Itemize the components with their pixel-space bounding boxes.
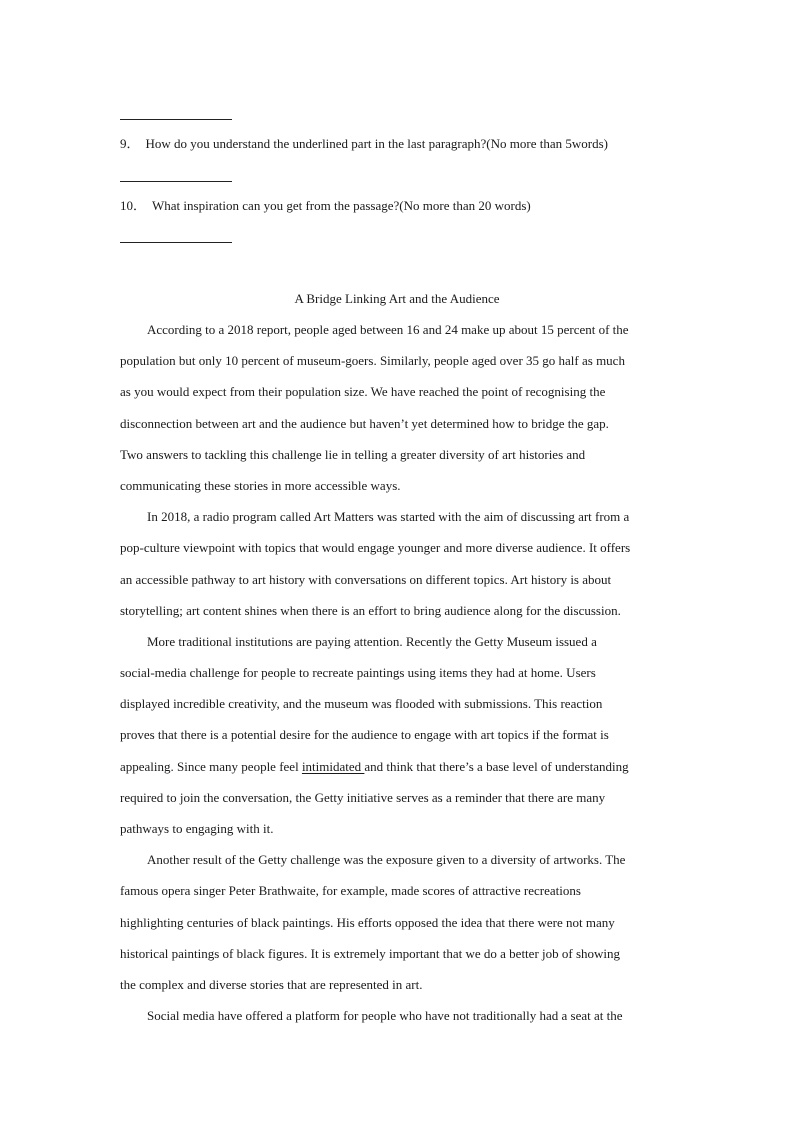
text-line: Two answers to tackling this challenge lie in telling a greater diversity of art histories and bbox=[120, 446, 586, 462]
text-line: as you would expect from their population size. We have reached the point of recognising the bbox=[120, 384, 606, 400]
text-line-with-underline bbox=[120, 751, 680, 782]
passage-body bbox=[120, 314, 680, 1031]
text-line: proves that there is a potential desire for the audience to engage with art topics if the format is bbox=[120, 727, 609, 743]
passage-title: A Bridge Linking Art and the Audience bbox=[294, 291, 500, 306]
question-number: 9． bbox=[120, 136, 140, 151]
text-line: famous opera singer Peter Brathwaite, for example, made scores of attractive recreations bbox=[120, 883, 581, 899]
text-line: disconnection between art and the audience but haven’t yet determined how to bridge the gap. bbox=[120, 415, 609, 431]
text-line: communicating these stories in more accessible ways. bbox=[120, 477, 401, 493]
text-line: Another result of the Getty challenge was the exposure given to a diversity of artworks. The bbox=[147, 852, 626, 868]
text-line: highlighting centuries of black paintings. His efforts opposed the idea that there were not many bbox=[120, 914, 615, 930]
answer-line-8 bbox=[120, 119, 232, 120]
text-line: social-media challenge for people to recreate paintings using items they had at home. Users bbox=[120, 665, 596, 681]
answer-line-9 bbox=[120, 181, 232, 182]
text-line: historical paintings of black figures. It is extremely important that we do a better job of showing bbox=[120, 945, 621, 961]
text-segment: and think that there’s a base level of understanding bbox=[364, 758, 629, 774]
text-line: required to join the conversation, the Getty initiative serves as a reminder that there are many bbox=[120, 789, 606, 805]
question-text: What inspiration can you get from the passage?(No more than 20 words) bbox=[152, 198, 531, 213]
text-line: According to a 2018 report, people aged between 16 and 24 make up about 15 percent of the bbox=[147, 322, 629, 337]
text-line: storytelling; art content shines when there is an effort to bring audience along for the discussion. bbox=[120, 602, 621, 618]
text-line: Social media have offered a platform for people who have not traditionally had a seat at the bbox=[147, 1008, 623, 1024]
text-line: More traditional institutions are paying attention. Recently the Getty Museum issued a bbox=[147, 633, 597, 649]
question-text: How do you understand the underlined part in the last paragraph?(No more than 5words) bbox=[145, 136, 608, 151]
question-9 bbox=[120, 136, 608, 152]
question-10 bbox=[120, 198, 531, 214]
text-line: displayed incredible creativity, and the museum was flooded with submissions. This reaction bbox=[120, 696, 603, 712]
text-segment: appealing. Since many people feel bbox=[120, 758, 302, 774]
answer-line-10 bbox=[120, 242, 232, 243]
text-line: population but only 10 percent of museum-goers. Similarly, people aged over 35 go half as much bbox=[120, 353, 625, 369]
text-line: In 2018, a radio program called Art Matters was started with the aim of discussing art from a bbox=[147, 509, 630, 525]
question-number: 10． bbox=[120, 198, 147, 213]
text-line: pathways to engaging with it. bbox=[120, 821, 274, 836]
text-line: pop-culture viewpoint with topics that would engage younger and more diverse audience. It offers bbox=[120, 540, 631, 556]
text-line: the complex and diverse stories that are represented in art. bbox=[120, 976, 423, 992]
text-line: an accessible pathway to art history with conversations on different topics. Art history is about bbox=[120, 571, 612, 587]
underlined-word: intimidated bbox=[301, 758, 365, 774]
